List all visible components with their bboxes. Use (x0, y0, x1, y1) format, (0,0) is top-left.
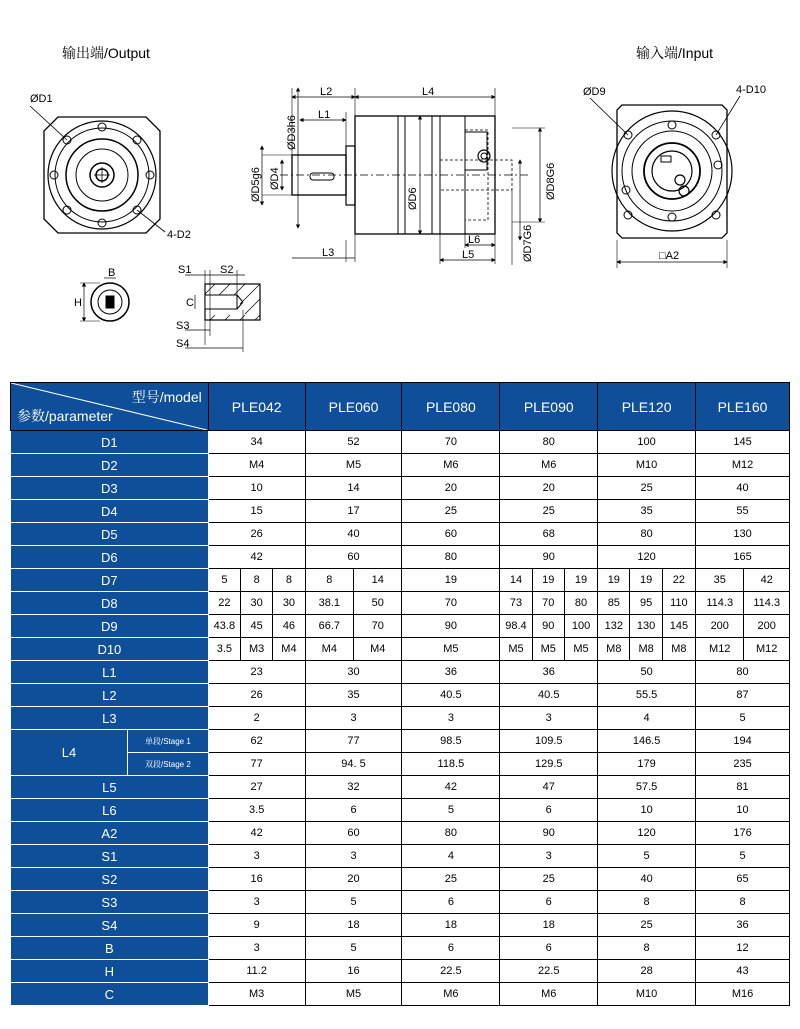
table-cell: 5 (208, 569, 240, 592)
table-cell: 4 (598, 707, 696, 730)
table-cell: 19 (564, 569, 597, 592)
table-cell: 90 (402, 615, 500, 638)
table-cell: 40 (305, 523, 402, 546)
table-cell: 2 (208, 707, 305, 730)
model-header: PLE060 (305, 383, 402, 431)
table-cell: 40.5 (402, 684, 500, 707)
table-cell: 100 (598, 431, 696, 454)
label-d6: ØD6 (407, 187, 419, 210)
table-cell: 130 (696, 523, 790, 546)
table-cell: 30 (273, 592, 305, 615)
parameter-label: L3 (11, 707, 209, 730)
table-cell: 98.4 (500, 615, 532, 638)
table-cell: 25 (598, 914, 696, 937)
table-cell: 3 (208, 845, 305, 868)
table-cell: 90 (532, 615, 564, 638)
table-cell: 18 (402, 914, 500, 937)
table-cell: 26 (208, 684, 305, 707)
table-cell: 109.5 (500, 730, 598, 753)
input-flange-view (590, 96, 740, 268)
table-cell: 146.5 (598, 730, 696, 753)
table-cell: 80 (696, 661, 790, 684)
label-l6: L6 (468, 234, 481, 246)
shaft-thread-detail (185, 270, 260, 352)
table-cell: 80 (564, 592, 597, 615)
header-parameter-label: 参数/parameter (17, 408, 113, 424)
table-cell: M8 (598, 638, 630, 661)
label-b: B (108, 267, 116, 279)
table-cell: M5 (402, 638, 500, 661)
label-c: C (186, 297, 194, 309)
table-cell: 19 (630, 569, 662, 592)
table-cell: 3 (305, 845, 402, 868)
label-s1: S1 (178, 264, 192, 276)
table-cell: 57.5 (598, 776, 696, 799)
label-s2: S2 (220, 264, 234, 276)
table-cell: 235 (696, 753, 790, 776)
stage-label: 双段/Stage 2 (128, 753, 209, 776)
label-d5: ØD5g6 (250, 167, 262, 202)
table-cell: 25 (598, 477, 696, 500)
table-cell: 22.5 (402, 960, 500, 983)
table-cell: 68 (500, 523, 598, 546)
table-row (11, 799, 790, 822)
table-cell: 30 (241, 592, 273, 615)
table-cell: 4 (402, 845, 500, 868)
table-cell: 50 (598, 661, 696, 684)
table-cell: M5 (564, 638, 597, 661)
label-l5: L5 (462, 249, 475, 261)
table-cell: 70 (402, 431, 500, 454)
table-row (11, 569, 790, 592)
label-d1: ØD1 (30, 93, 53, 105)
parameter-label: D3 (11, 477, 209, 500)
table-cell: 8 (273, 569, 305, 592)
table-cell: M16 (696, 983, 790, 1006)
table-cell: 35 (696, 569, 744, 592)
table-cell: 132 (598, 615, 630, 638)
table-cell: 20 (305, 868, 402, 891)
table-row (11, 983, 790, 1006)
table-cell: 16 (305, 960, 402, 983)
table-cell: M5 (500, 638, 532, 661)
table-cell: 77 (305, 730, 402, 753)
label-d9: ØD9 (583, 86, 606, 98)
table-cell: 40.5 (500, 684, 598, 707)
table-cell: M6 (402, 454, 500, 477)
table-cell: 5 (305, 891, 402, 914)
table-cell: 10 (208, 477, 305, 500)
table-cell: 55 (696, 500, 790, 523)
label-s3: S3 (176, 320, 190, 332)
table-cell: 3.5 (208, 638, 240, 661)
table-cell: 6 (500, 937, 598, 960)
parameter-label: B (11, 937, 209, 960)
table-row (11, 638, 790, 661)
table-cell: 179 (598, 753, 696, 776)
table-cell: 42 (744, 569, 790, 592)
table-cell: 6 (500, 891, 598, 914)
parameter-label: A2 (11, 822, 209, 845)
table-cell: 145 (662, 615, 695, 638)
table-row (11, 753, 790, 776)
table-cell: 77 (208, 753, 305, 776)
table-cell: 3 (500, 707, 598, 730)
table-cell: 10 (598, 799, 696, 822)
table-row (11, 822, 790, 845)
parameter-label: L1 (11, 661, 209, 684)
table-row (11, 776, 790, 799)
table-cell: 85 (598, 592, 630, 615)
model-header: PLE042 (208, 383, 305, 431)
table-cell: 65 (696, 868, 790, 891)
label-d8: ØD8G6 (545, 162, 557, 200)
parameter-label: D6 (11, 546, 209, 569)
spec-table (10, 382, 790, 1006)
table-row (11, 546, 790, 569)
table-cell: 165 (696, 546, 790, 569)
label-h: H (74, 297, 82, 309)
table-cell: 25 (500, 868, 598, 891)
label-l4: L4 (422, 86, 435, 98)
table-cell: 80 (402, 822, 500, 845)
table-cell: 114.3 (744, 592, 790, 615)
table-cell: 46 (273, 615, 305, 638)
parameter-label: L6 (11, 799, 209, 822)
label-a2: □A2 (659, 250, 680, 262)
table-cell: 42 (208, 546, 305, 569)
table-cell: 5 (305, 937, 402, 960)
table-row (11, 684, 790, 707)
table-cell: 36 (696, 914, 790, 937)
table-cell: M12 (696, 454, 790, 477)
table-cell: 35 (598, 500, 696, 523)
table-cell: 30 (305, 661, 402, 684)
table-cell: 194 (696, 730, 790, 753)
table-cell: 10 (696, 799, 790, 822)
table-cell: 5 (696, 707, 790, 730)
label-l2: L2 (320, 86, 333, 98)
table-cell: 55.5 (598, 684, 696, 707)
table-cell: 8 (598, 891, 696, 914)
table-cell: 80 (598, 523, 696, 546)
table-cell: M12 (744, 638, 790, 661)
table-cell: 25 (402, 868, 500, 891)
table-cell: 118.5 (402, 753, 500, 776)
input-title: 输入端/Input (636, 45, 714, 61)
shaft-section-view (80, 278, 129, 321)
output-flange-view (30, 106, 165, 233)
table-row (11, 845, 790, 868)
table-cell: 36 (402, 661, 500, 684)
table-row (11, 661, 790, 684)
table-cell: 200 (696, 615, 744, 638)
parameter-label: C (11, 983, 209, 1006)
parameter-label: S2 (11, 868, 209, 891)
table-cell: M3 (208, 983, 305, 1006)
table-cell: 80 (402, 546, 500, 569)
parameter-label: D4 (11, 500, 209, 523)
table-cell: 22 (208, 592, 240, 615)
table-cell: 60 (305, 822, 402, 845)
table-cell: 22 (662, 569, 695, 592)
table-cell: 19 (532, 569, 564, 592)
table-cell: 38.1 (305, 592, 353, 615)
table-cell: 130 (630, 615, 662, 638)
table-cell: 3.5 (208, 799, 305, 822)
table-cell: 100 (564, 615, 597, 638)
table-cell: 40 (598, 868, 696, 891)
header-model-label: 型号/model (131, 389, 202, 405)
table-cell: M6 (500, 454, 598, 477)
parameter-label: D5 (11, 523, 209, 546)
table-cell: 42 (402, 776, 500, 799)
parameter-label: S1 (11, 845, 209, 868)
table-cell: 8 (598, 937, 696, 960)
table-cell: 40 (696, 477, 790, 500)
table-cell: 6 (500, 799, 598, 822)
table-cell: 18 (500, 914, 598, 937)
table-cell: 87 (696, 684, 790, 707)
table-cell: 176 (696, 822, 790, 845)
table-cell: 20 (500, 477, 598, 500)
table-cell: 5 (696, 845, 790, 868)
table-cell: 9 (208, 914, 305, 937)
parameter-label: L2 (11, 684, 209, 707)
table-row (11, 914, 790, 937)
table-cell: 25 (402, 500, 500, 523)
table-cell: 42 (208, 822, 305, 845)
parameter-label: D1 (11, 431, 209, 454)
parameter-label: S4 (11, 914, 209, 937)
table-cell: 110 (662, 592, 695, 615)
table-cell: 95 (630, 592, 662, 615)
table-cell: 5 (402, 799, 500, 822)
table-cell: 5 (598, 845, 696, 868)
model-header: PLE080 (402, 383, 500, 431)
table-row (11, 454, 790, 477)
parameter-label: L5 (11, 776, 209, 799)
table-row (11, 523, 790, 546)
model-header: PLE090 (500, 383, 598, 431)
table-cell: M10 (598, 454, 696, 477)
table-cell: 62 (208, 730, 305, 753)
table-cell: 20 (402, 477, 500, 500)
table-row (11, 960, 790, 983)
stage-label: 单段/Stage 1 (128, 730, 209, 753)
table-cell: 8 (241, 569, 273, 592)
table-cell: 98.5 (402, 730, 500, 753)
table-cell: 3 (208, 937, 305, 960)
table-cell: M12 (696, 638, 744, 661)
table-cell: 145 (696, 431, 790, 454)
parameter-label: D10 (11, 638, 209, 661)
table-cell: M8 (662, 638, 695, 661)
table-cell: 52 (305, 431, 402, 454)
table-row (11, 730, 790, 753)
table-cell: 34 (208, 431, 305, 454)
table-row (11, 937, 790, 960)
label-l3: L3 (322, 247, 335, 259)
model-header: PLE120 (598, 383, 696, 431)
parameter-label: H (11, 960, 209, 983)
table-cell: 12 (696, 937, 790, 960)
table-cell: 8 (305, 569, 353, 592)
table-cell: 16 (208, 868, 305, 891)
table-cell: 3 (208, 891, 305, 914)
gearbox-side-view (262, 88, 545, 265)
table-cell: 23 (208, 661, 305, 684)
table-cell: M5 (305, 454, 402, 477)
table-row (11, 592, 790, 615)
parameter-label: D9 (11, 615, 209, 638)
table-cell: 26 (208, 523, 305, 546)
model-header: PLE160 (696, 383, 790, 431)
table-row (11, 431, 790, 454)
label-d3: ØD3h6 (286, 115, 298, 150)
parameter-label: D2 (11, 454, 209, 477)
table-cell: 60 (402, 523, 500, 546)
table-cell: 70 (402, 592, 500, 615)
table-cell: M5 (532, 638, 564, 661)
table-row (11, 891, 790, 914)
table-cell: 47 (500, 776, 598, 799)
table-cell: 50 (354, 592, 402, 615)
label-d7: ØD7G6 (522, 224, 534, 262)
table-cell: 14 (305, 477, 402, 500)
table-cell: 6 (305, 799, 402, 822)
table-cell: 3 (402, 707, 500, 730)
table-cell: 94. 5 (305, 753, 402, 776)
table-cell: M8 (630, 638, 662, 661)
table-cell: M6 (402, 983, 500, 1006)
table-cell: 22.5 (500, 960, 598, 983)
label-l1: L1 (318, 109, 331, 121)
table-cell: 6 (402, 937, 500, 960)
output-title: 输出端/Output (62, 45, 150, 61)
table-cell: M10 (598, 983, 696, 1006)
table-cell: 90 (500, 546, 598, 569)
table-cell: 80 (500, 431, 598, 454)
table-cell: 32 (305, 776, 402, 799)
table-cell: 27 (208, 776, 305, 799)
table-cell: 200 (744, 615, 790, 638)
table-cell: 19 (402, 569, 500, 592)
table-cell: 43.8 (208, 615, 240, 638)
table-cell: 36 (500, 661, 598, 684)
table-cell: 3 (305, 707, 402, 730)
table-cell: 60 (305, 546, 402, 569)
table-cell: 114.3 (696, 592, 744, 615)
table-cell: 70 (532, 592, 564, 615)
table-cell: 18 (305, 914, 402, 937)
table-cell: M4 (354, 638, 402, 661)
table-cell: M4 (305, 638, 353, 661)
table-cell: 17 (305, 500, 402, 523)
table-row (11, 707, 790, 730)
table-row (11, 500, 790, 523)
label-s4: S4 (176, 338, 190, 350)
table-cell: 43 (696, 960, 790, 983)
table-cell: 15 (208, 500, 305, 523)
table-cell: 129.5 (500, 753, 598, 776)
label-d2: 4-D2 (167, 229, 191, 241)
table-cell: 19 (598, 569, 630, 592)
table-cell: 81 (696, 776, 790, 799)
table-cell: M3 (241, 638, 273, 661)
table-cell: 70 (354, 615, 402, 638)
table-cell: 25 (500, 500, 598, 523)
parameter-label: S3 (11, 891, 209, 914)
table-corner-header (11, 383, 209, 431)
table-cell: 120 (598, 546, 696, 569)
parameter-label: D7 (11, 569, 209, 592)
technical-drawings (0, 0, 800, 380)
table-cell: 45 (241, 615, 273, 638)
table-cell: M4 (273, 638, 305, 661)
table-cell: 14 (354, 569, 402, 592)
table-cell: 14 (500, 569, 532, 592)
label-d4: ØD4 (269, 167, 281, 190)
table-cell: 28 (598, 960, 696, 983)
parameter-label: D8 (11, 592, 209, 615)
table-cell: 90 (500, 822, 598, 845)
table-cell: 120 (598, 822, 696, 845)
label-d10: 4-D10 (736, 84, 766, 96)
table-cell: 6 (402, 891, 500, 914)
table-cell: 35 (305, 684, 402, 707)
table-cell: 3 (500, 845, 598, 868)
table-cell: M5 (305, 983, 402, 1006)
table-cell: 66.7 (305, 615, 353, 638)
table-cell: 11.2 (208, 960, 305, 983)
table-row (11, 615, 790, 638)
table-cell: M6 (500, 983, 598, 1006)
table-cell: 8 (696, 891, 790, 914)
table-cell: 73 (500, 592, 532, 615)
parameter-label: L4 (11, 730, 128, 776)
table-cell: M4 (208, 454, 305, 477)
table-row (11, 868, 790, 891)
table-row (11, 477, 790, 500)
